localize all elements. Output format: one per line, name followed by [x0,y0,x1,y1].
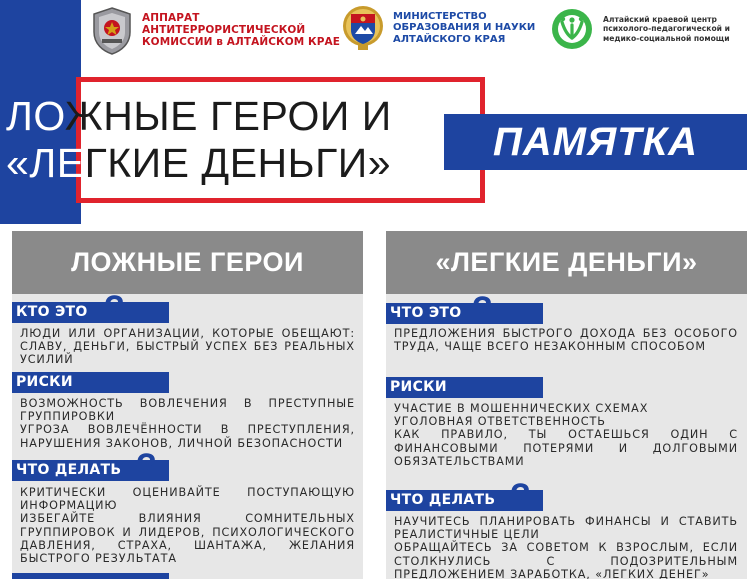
org3-line1: Алтайский краевой центр [603,15,717,25]
question-mark-icon: ? [136,447,157,485]
right-risk-item: КАК ПРАВИЛО, ТЫ ОСТАЕШЬСЯ ОДИН С ФИНАНСОВЫМИ ПОТЕРЯМИ И ДОЛГОВЫМИ ОБЯЗАТЕЛЬСТВАМИ [394,428,738,468]
org3-line2: психолого-педагогической и [603,24,730,34]
org-logo-antiterror [90,6,340,56]
right-risks-label: РИСКИ [386,377,543,398]
memo-banner [444,114,747,170]
left-risk-item: ВОЗМОЖНОСТЬ ВОВЛЕЧЕНИЯ В ПРЕСТУПНЫЕ ГРУППИРОВКИ [20,397,355,424]
altai-coat-of-arms-icon [341,4,385,52]
right-risks-list [394,402,738,468]
memo-banner-text: ПАМЯТКА [492,120,699,164]
left-todo-item: КРИТИЧЕСКИ ОЦЕНИВАЙТЕ ПОСТУПАЮЩУЮ ИНФОРМАЦИЮ [20,486,355,513]
easy-money-heading: «ЛЕГКИЕ ДЕНЬГИ» [386,231,747,294]
right-todo-item: НАУЧИТЕСЬ ПЛАНИРОВАТЬ ФИНАНСЫ И СТАВИТЬ РЕАЛИСТИЧНЫЕ ЦЕЛИ [394,515,738,542]
right-todo-item: ОБРАЩАЙТЕСЬ ЗА СОВЕТОМ К ВЗРОСЛЫМ, ЕСЛИ СТОЛКНУЛИСЬ С ПОДОЗРИТЕЛЬНЫМ ПРЕДЛОЖЕНИЕМ ЗАРАБОТКА, «ЛЕГКИХ ДЕНЕГ» [394,541,738,579]
right-what-text: ПРЕДЛОЖЕНИЯ БЫСТРОГО ДОХОДА БЕЗ ОСОБОГО ТРУДА, ЧАЩЕ ВСЕГО НЕЗАКОННЫМ СПОСОБОМ [394,327,738,354]
police-shield-emblem-icon [90,6,134,56]
org3-line3: медико-социальной помощи [603,33,730,43]
org1-line2: АНТИТЕРРОРИСТИЧЕСКОЙ [142,24,306,37]
green-people-logo-icon [551,8,593,50]
left-todo-label: ЧТО ДЕЛАТЬ [12,460,169,481]
page-title [6,93,456,187]
left-who-label: КТО ЭТО [12,302,169,323]
org2-line1: МИНИСТЕРСТВО [393,11,487,23]
org-logo-ministry [341,4,535,52]
right-what-label: ЧТО ЭТО [386,303,543,324]
false-heroes-heading: ЛОЖНЫЕ ГЕРОИ [12,231,363,294]
left-next-label-stub [12,573,169,579]
question-mark-icon: ? [104,289,125,327]
org2-line3: АЛТАЙСКОГО КРАЯ [393,33,506,45]
left-who-text: ЛЮДИ ИЛИ ОРГАНИЗАЦИИ, КОТОРЫЕ ОБЕЩАЮТ: СЛАВУ, ДЕНЬГИ, БЫСТРЫЙ УСПЕХ БЕЗ РЕАЛЬНЫХ УСИЛИЙ [20,327,355,367]
right-todo-list [394,515,738,579]
question-mark-icon: ? [510,477,531,515]
org1-line1: АППАРАТ [142,12,200,25]
false-heroes-panel [12,231,363,579]
org1-line3: КОМИССИИ в АЛТАЙСКОМ КРАЕ [142,35,341,48]
right-risk-item: УГОЛОВНАЯ ОТВЕТСТВЕННОСТЬ [394,415,606,429]
left-todo-item: ИЗБЕГАЙТЕ ВЛИЯНИЯ СОМНИТЕЛЬНЫХ ГРУППИРОВОК И ЛИДЕРОВ, ПСИХОЛОГИЧЕСКОГО ДАВЛЕНИЯ, СТРАХА, ШАНТАЖА, ЖЕЛАНИЯ БЫСТРОГО РЕЗУЛЬТАТА [20,512,355,566]
left-risks-list [20,397,355,450]
easy-money-panel [386,231,747,579]
org-logo-center [551,8,730,50]
org2-line2: ОБРАЗОВАНИЯ И НАУКИ [393,22,536,34]
question-mark-icon: ? [472,290,493,328]
left-risk-item: УГРОЗА ВОВЛЕЧЁННОСТИ В ПРЕСТУПЛЕНИЯ, НАРУШЕНИЯ ЗАКОНОВ, ЛИЧНОЙ БЕЗОПАСНОСТИ [20,423,355,450]
title-line-2: «ЛЕГКИЕ ДЕНЬГИ» [6,140,392,187]
left-risks-label: РИСКИ [12,372,169,393]
left-todo-list [20,486,355,565]
right-risk-item: УЧАСТИЕ В МОШЕННИЧЕСКИХ СХЕМАХ [394,402,649,415]
title-line-1: ЛОЖНЫЕ ГЕРОИ И [6,93,392,139]
right-todo-label: ЧТО ДЕЛАТЬ [386,490,543,511]
